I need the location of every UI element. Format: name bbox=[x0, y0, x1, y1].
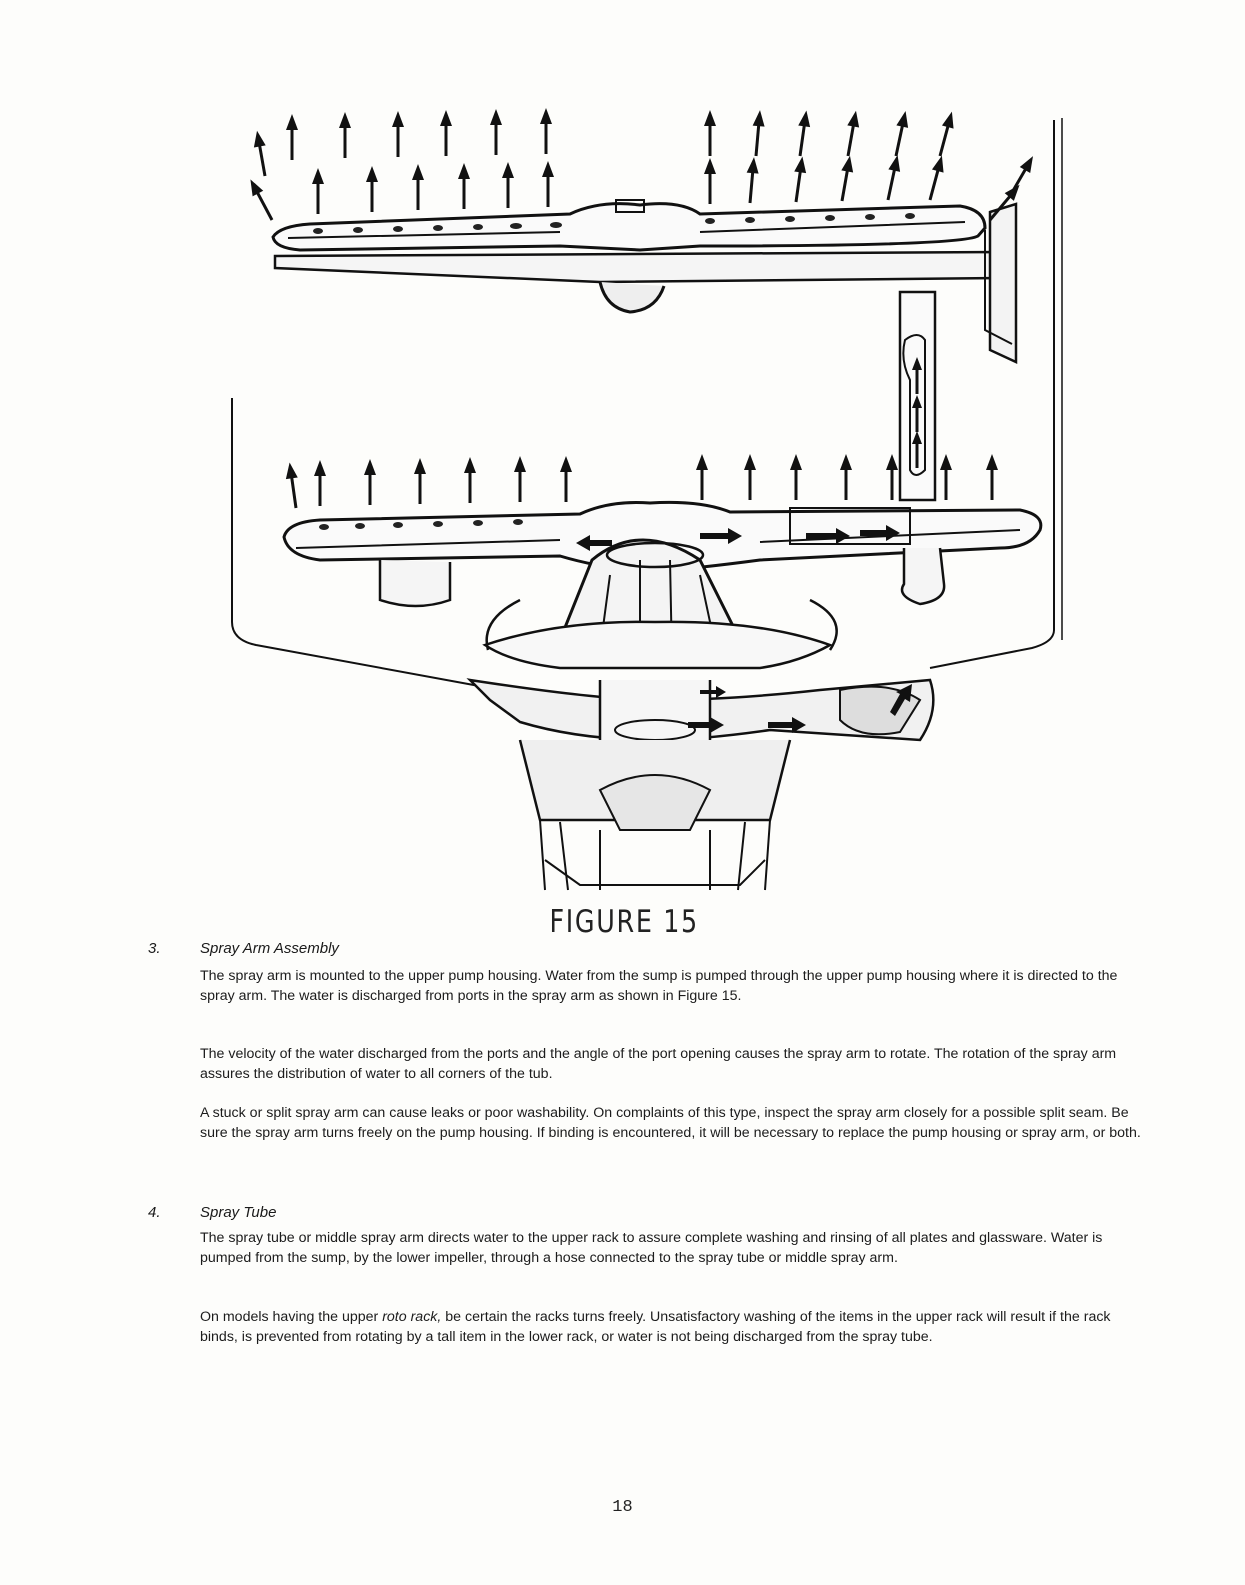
figure-caption: FIGURE 15 bbox=[549, 904, 699, 940]
paragraph: The spray arm is mounted to the upper pump housing. Water from the sump is pumped through the upper pump housing where it is directed to the spray arm. The water is discharged from ports in the spray arm as shown in Figure 15. bbox=[200, 968, 1118, 1004]
lower-spray-arrows bbox=[284, 454, 998, 509]
section-title: Spray Tube bbox=[200, 1204, 277, 1221]
upper-spray-arm bbox=[273, 200, 1016, 500]
page-number: 18 bbox=[612, 1498, 633, 1517]
paragraph: The spray tube or middle spray arm directs water to the upper rack to assure complete washing and rinsing of all plates and glassware. Water is pumped from the sump, by the lower impeller, through a hose connected to the spray tube or middle spray arm. bbox=[200, 1230, 1103, 1266]
pump-housing bbox=[470, 540, 933, 890]
section-title: Spray Arm Assembly bbox=[200, 940, 339, 957]
paragraph: The velocity of the water discharged from the ports and the angle of the port opening causes the spray arm to rotate. The rotation of the spray arm assures the distribution of water to all corners of the tub. bbox=[200, 1046, 1117, 1082]
section-number: 3. bbox=[148, 940, 161, 957]
section-spray-arm-assembly bbox=[148, 940, 1148, 1140]
section-number: 4. bbox=[148, 1204, 161, 1221]
paragraph-roto-rack bbox=[200, 1308, 1146, 1347]
section-spray-tube bbox=[148, 1204, 1148, 1404]
text-run: On models having the upper bbox=[200, 1309, 383, 1325]
emphasis-roto-rack: roto rack, bbox=[382, 1309, 442, 1325]
text-run: be certain the racks turns freely. Unsatisfactory washing of the items in the upper rack will result if the rack binds, is prevented from rotating by a tall item in the lower rack, or water is not being discharged from the spray tube. bbox=[200, 1309, 1111, 1345]
paragraph: A stuck or split spray arm can cause leaks or poor washability. On complaints of this type, inspect the spray arm closely for a possible split seam. Be sure the spray arm turns freely on the pump housing. If binding is encountered, it will be necessary to replace the pump housing or spray arm, or both. bbox=[200, 1105, 1141, 1141]
